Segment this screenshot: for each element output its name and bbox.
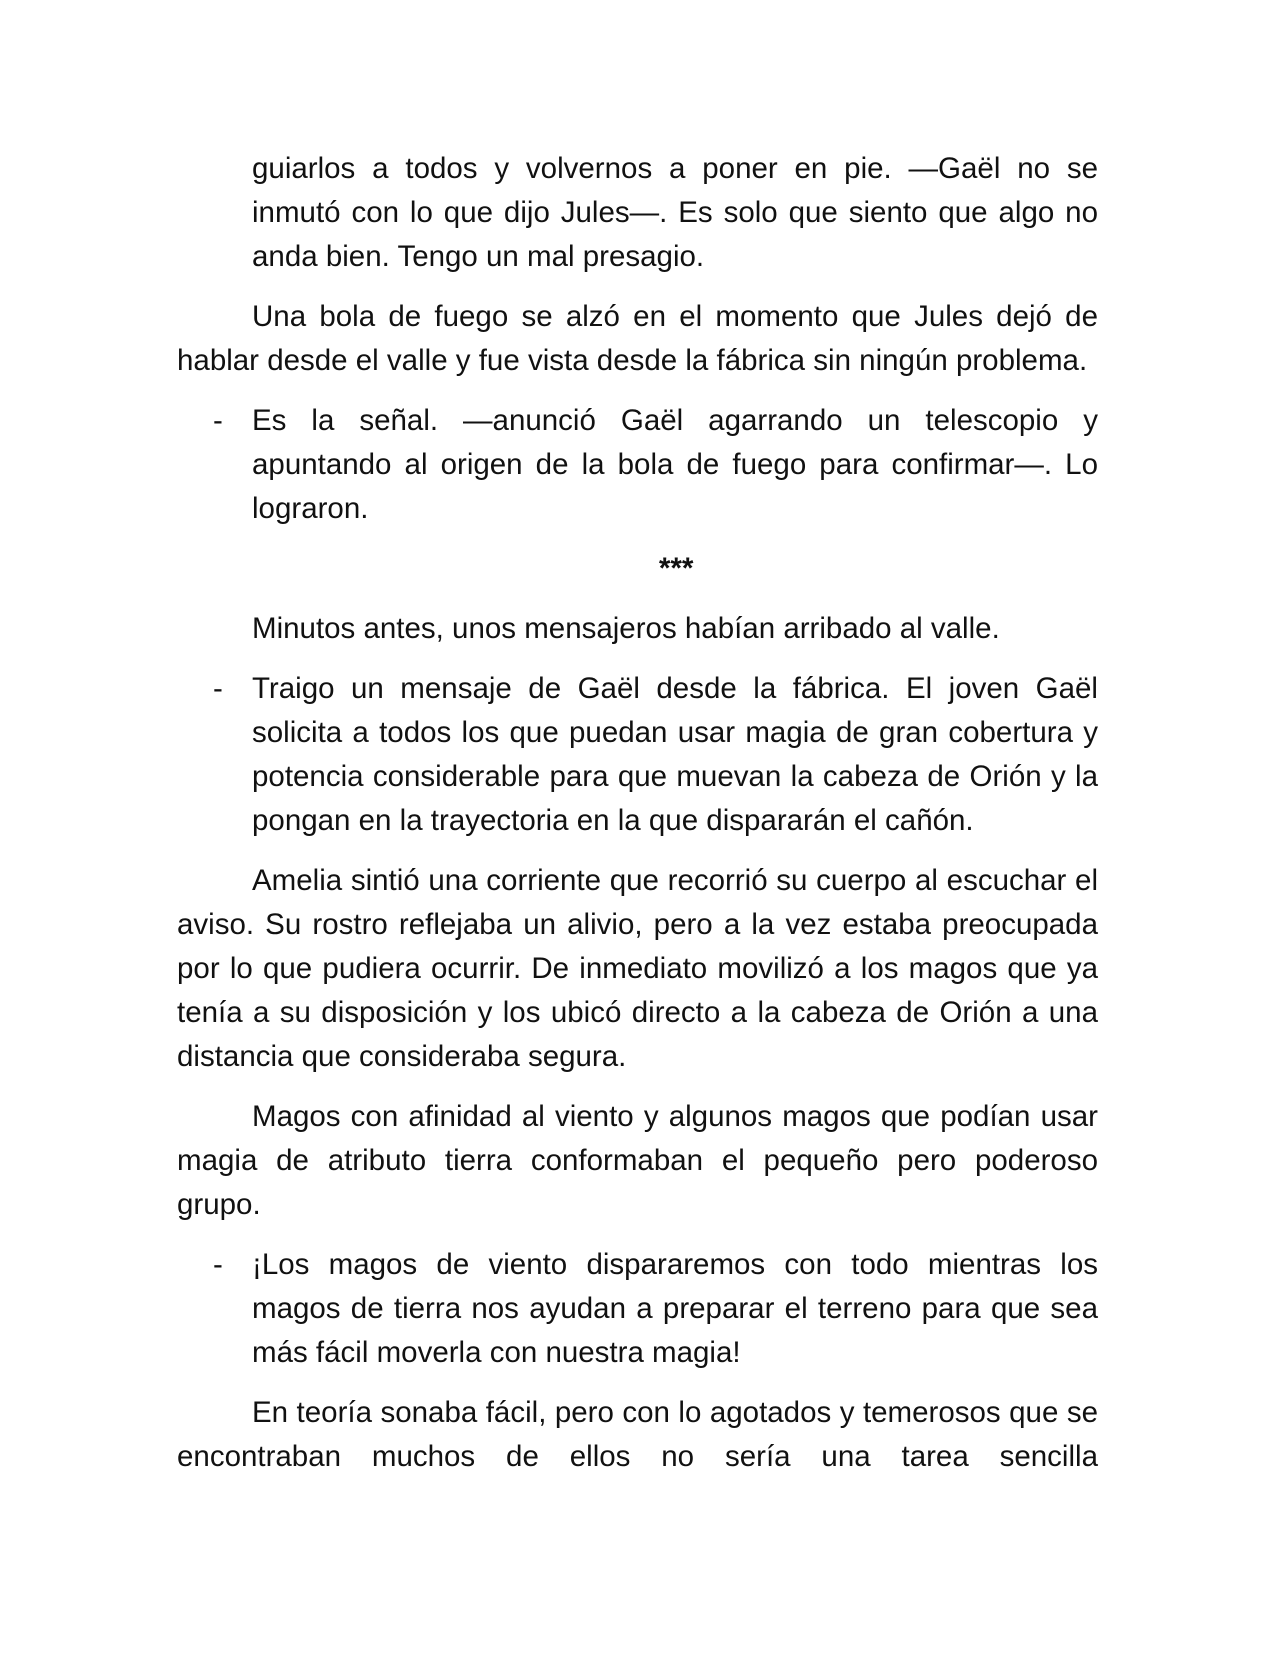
narrative-paragraph: Minutos antes, unos mensajeros habían arribado al valle. xyxy=(252,612,1000,645)
narrative-paragraph: Magos con afinidad al viento y algunos magos que podían usar magia de atributo tierra conformaban el pequeño pero poderoso grupo. xyxy=(177,1100,1098,1221)
narrative-paragraph: Amelia sintió una corriente que recorrió su cuerpo al escuchar el aviso. Su rostro reflejaba un alivio, pero a la vez estaba preocupada por lo que pudiera ocurrir. De inmediato movilizó a los magos que ya tenía a su disposición y los ubicó directo a la cabeza de Orión a una distancia que consideraba segura. xyxy=(177,864,1098,1073)
dialogue-dash: - xyxy=(213,1248,223,1281)
dialogue-line xyxy=(177,1243,1098,1375)
narrative-paragraph: Una bola de fuego se alzó en el momento que Jules dejó de hablar desde el valle y fue vista desde la fábrica sin ningún problema. xyxy=(177,300,1098,377)
scene-separator: *** xyxy=(657,552,693,585)
dialogue-dash: - xyxy=(213,672,223,705)
dialogue-dash: - xyxy=(213,404,223,437)
continuation-paragraph: guiarlos a todos y volvernos a poner en pie. —Gaël no se inmutó con lo que dijo Jules—. Es solo que siento que algo no anda bien. Tengo un mal presagio. xyxy=(252,152,1098,273)
dialogue-line xyxy=(177,399,1098,531)
dialogue-line xyxy=(177,667,1098,843)
dialogue-text: Traigo un mensaje de Gaël desde la fábrica. El joven Gaël solicita a todos los que puedan usar magia de gran cobertura y potencia considerable para que muevan la cabeza de Orión y la pongan en la trayectoria en la que dispararán el cañón. xyxy=(252,672,1098,837)
dialogue-text: ¡Los magos de viento dispararemos con todo mientras los magos de tierra nos ayudan a preparar el terreno para que sea más fácil moverla con nuestra magia! xyxy=(252,1248,1098,1369)
narrative-paragraph: En teoría sonaba fácil, pero con lo agotados y temerosos que se encontraban muchos de ellos no sería una tarea sencilla xyxy=(177,1396,1098,1473)
dialogue-text: Es la señal. —anunció Gaël agarrando un telescopio y apuntando al origen de la bola de fuego para confirmar—. Lo lograron. xyxy=(252,404,1098,525)
page-body xyxy=(177,147,1098,1479)
